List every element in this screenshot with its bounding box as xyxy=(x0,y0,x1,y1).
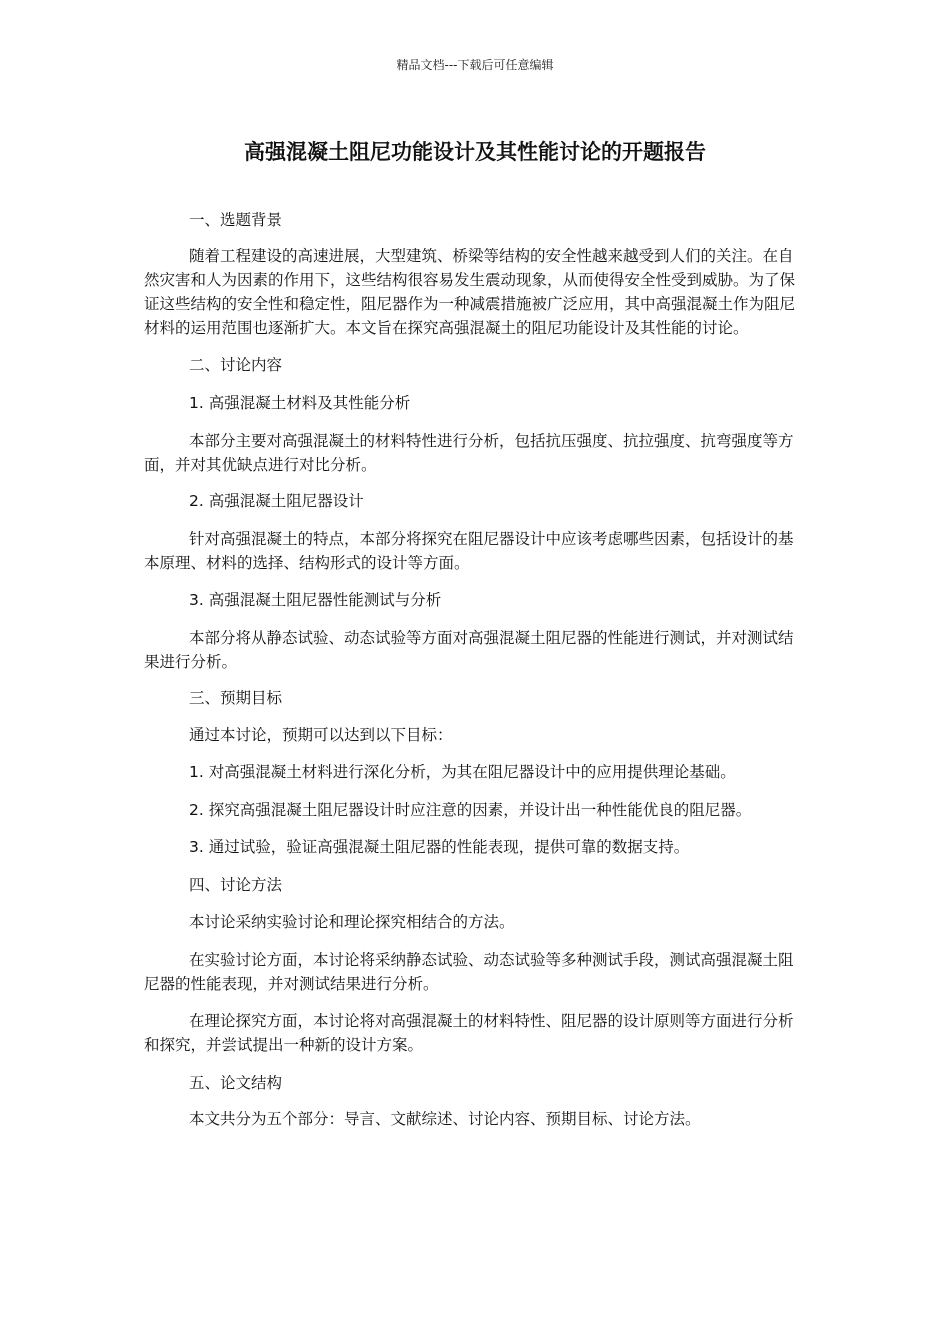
paragraph: 在理论探究方面，本讨论将对高强混凝土的材料特性、阻尼器的设计原则等方面进行分析和探究，并尝试提出一种新的设计方案。 xyxy=(144,1012,794,1054)
paragraph: 本文共分为五个部分：导言、文献综述、讨论内容、预期目标、讨论方法。 xyxy=(189,1110,701,1128)
paragraph: 1. 对高强混凝土材料进行深化分析，为其在阻尼器设计中的应用提供理论基础。 xyxy=(189,763,736,781)
paragraph: 本讨论采纳实验讨论和理论探究相结合的方法。 xyxy=(189,913,515,931)
page-header: 精品文档---下载后可任意编辑 xyxy=(396,58,554,72)
paragraph: 本部分将从静态试验、动态试验等方面对高强混凝土阻尼器的性能进行测试，并对测试结果进行分析。 xyxy=(144,629,794,671)
paragraph: 本部分主要对高强混凝土的材料特性进行分析，包括抗压强度、抗拉强度、抗弯强度等方面，并对其优缺点进行对比分析。 xyxy=(144,432,794,474)
paragraph: 通过本讨论，预期可以达到以下目标： xyxy=(189,726,453,744)
paragraph: 3. 通过试验，验证高强混凝土阻尼器的性能表现，提供可靠的数据支持。 xyxy=(189,838,690,856)
paragraph: 针对高强混凝土的特点，本部分将探究在阻尼器设计中应该考虑哪些因素，包括设计的基本原理、材料的选择、结构形式的设计等方面。 xyxy=(144,530,794,572)
document-title: 高强混凝土阻尼功能设计及其性能讨论的开题报告 xyxy=(244,140,706,164)
paragraph: 三、预期目标 xyxy=(189,689,283,707)
paragraph: 2. 探究高强混凝土阻尼器设计时应注意的因素，并设计出一种性能优良的阻尼器。 xyxy=(189,801,752,819)
paragraph: 1. 高强混凝土材料及其性能分析 xyxy=(189,394,411,412)
paragraph: 五、论文结构 xyxy=(189,1074,283,1092)
paragraph: 随着工程建设的高速进展，大型建筑、桥梁等结构的安全性越来越受到人们的关注。在自然灾害和人为因素的作用下，这些结构很容易发生震动现象，从而使得安全性受到威胁。为了保证这些结构的安全性和稳定性，阻尼器作为一种减震措施被广泛应用，其中高强混凝土作为阻尼材料的运用范围也逐渐扩大。本文旨在探究高强混凝土的阻尼功能设计及其性能的讨论。 xyxy=(144,247,796,337)
document-body xyxy=(144,208,806,1131)
paragraph: 四、讨论方法 xyxy=(189,876,283,894)
paragraph: 3. 高强混凝土阻尼器性能测试与分析 xyxy=(189,591,442,609)
paragraph: 2. 高强混凝土阻尼器设计 xyxy=(189,492,364,510)
paragraph: 在实验讨论方面，本讨论将采纳静态试验、动态试验等多种测试手段，测试高强混凝土阻尼器的性能表现，并对测试结果进行分析。 xyxy=(144,951,794,993)
paragraph: 二、讨论内容 xyxy=(189,356,283,374)
paragraph: 一、选题背景 xyxy=(189,211,283,229)
